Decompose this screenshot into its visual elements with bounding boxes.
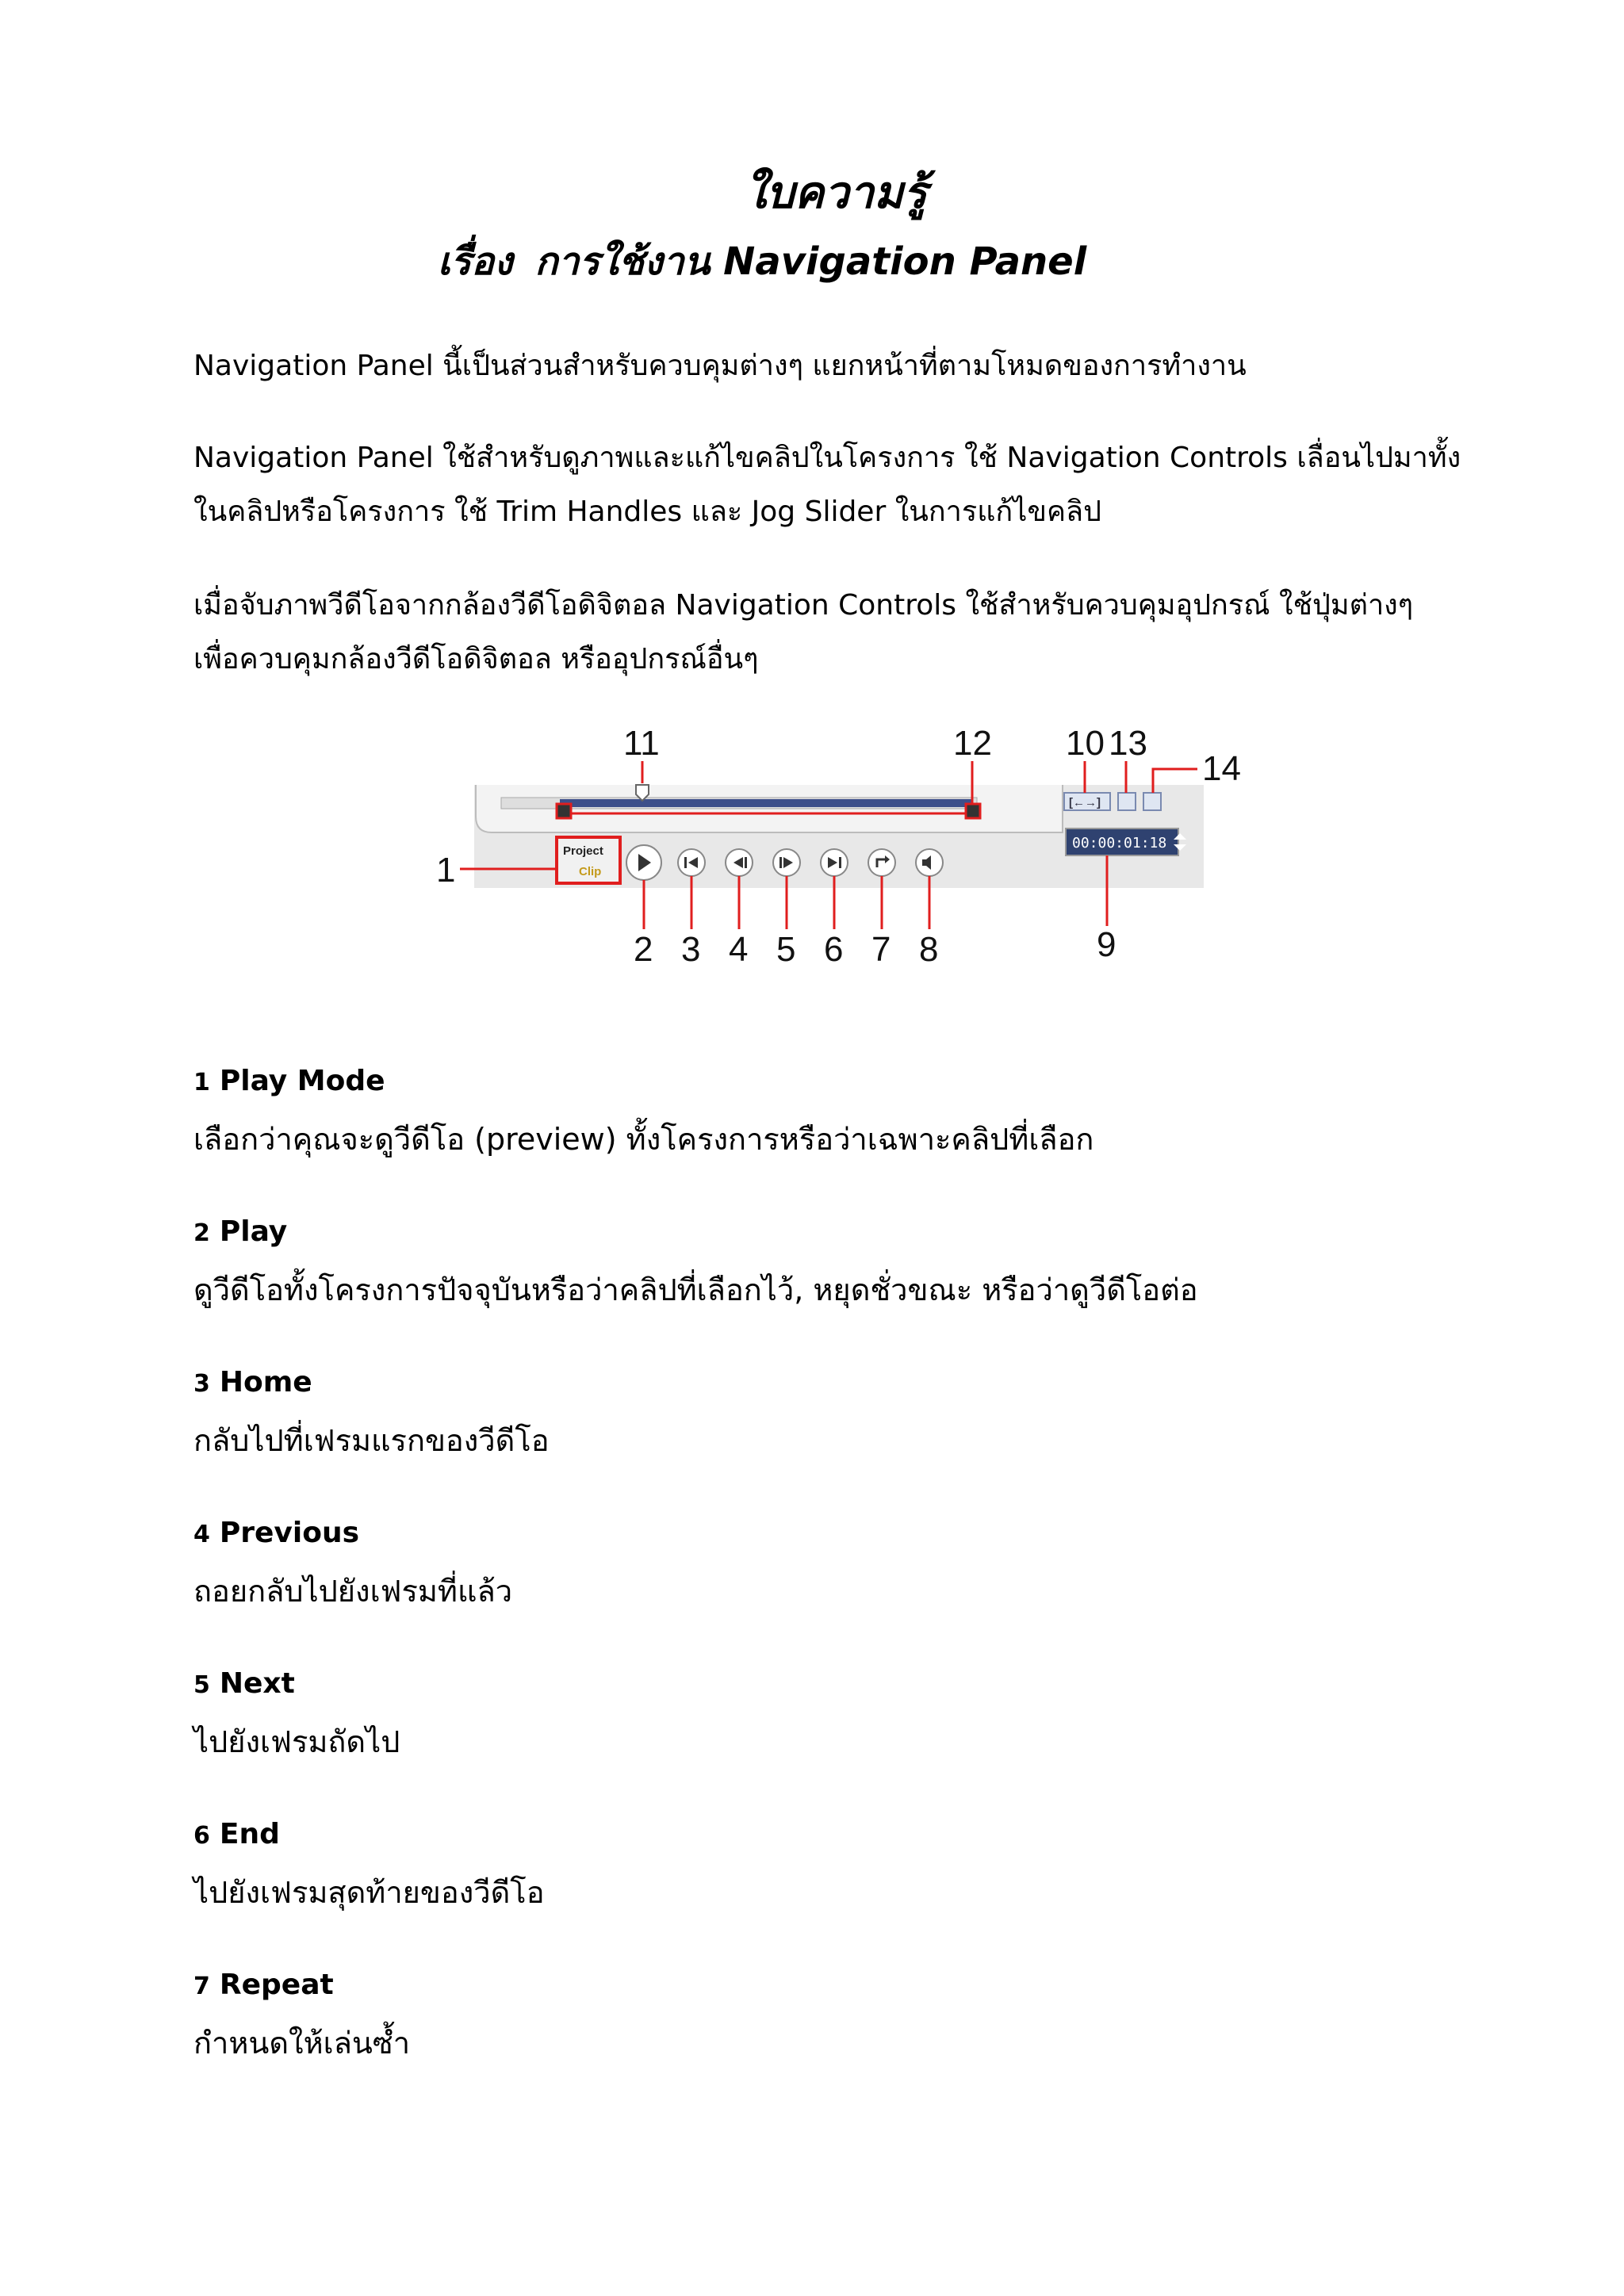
mode-project-label: Project xyxy=(563,844,603,858)
callout-2: 2 xyxy=(634,930,653,969)
home-button-icon xyxy=(678,849,705,876)
item-desc-4: ถอยกลับไปยังเฟรมที่แล้ว xyxy=(193,1574,513,1609)
page-title: ใบความรู้ xyxy=(744,167,928,219)
item-desc-1: เลือกว่าคุณจะดูวีดีโอ (preview) ทั้งโครงการหรือว่าเฉพาะคลิปที่เลือก xyxy=(193,1122,1094,1157)
play-button-icon xyxy=(626,845,661,880)
paragraph-3: เมื่อจับภาพวีดีโอจากกล้องวีดีโอดิจิตอล Navigation Controls ใช้สำหรับควบคุมอุปกรณ์ ใช้ปุ่มต่างๆ เพื่อควบคุมกล้องวีดีโอดิจิตอล หรืออุปกรณ์อื่นๆ xyxy=(193,589,1414,675)
item-desc-6: ไปยังเฟรมสุดท้ายของวีดีโอ xyxy=(193,1875,545,1910)
item-heading-1: 1 Play Mode xyxy=(193,1065,385,1097)
callout-12: 12 xyxy=(953,724,992,763)
callout-13: 13 xyxy=(1109,724,1147,763)
callout-6: 6 xyxy=(824,930,844,969)
enlarge-icon xyxy=(1143,793,1161,810)
subtitle-prefix: เรื่อง xyxy=(438,239,513,284)
trim-handle-left-icon xyxy=(557,804,571,818)
callout-1: 1 xyxy=(436,851,456,890)
item-heading-5: 5 Next xyxy=(193,1667,295,1700)
item-desc-5: ไปยังเฟรมถัดไป xyxy=(193,1724,400,1759)
item-heading-7: 7 Repeat xyxy=(193,1969,334,2001)
callout-9: 9 xyxy=(1097,925,1116,964)
callout-3: 3 xyxy=(681,930,701,969)
trim-handle-right-icon xyxy=(966,804,980,818)
end-button-icon xyxy=(821,849,848,876)
panel-screenshot xyxy=(474,785,1204,888)
item-heading-6: 6 End xyxy=(193,1818,280,1850)
jog-bar xyxy=(560,799,972,807)
item-heading-3: 3 Home xyxy=(193,1366,312,1399)
repeat-button-icon xyxy=(868,849,895,876)
volume-button-icon xyxy=(916,849,943,876)
callout-10: 10 xyxy=(1066,724,1105,763)
subtitle-main: การใช้งาน Navigation Panel xyxy=(534,239,1087,284)
callout-8: 8 xyxy=(919,930,939,969)
navigation-panel-figure xyxy=(412,714,1245,975)
timecode-text: 00:00:01:18 xyxy=(1072,835,1167,851)
paragraph-2: Navigation Panel ใช้สำหรับดูภาพและแก้ไขคลิปในโครงการ ใช้ Navigation Controls เลื่อนไปมาทั้งในคลิปหรือโครงการ ใช้ Trim Handles และ Jog Slider ในการแก้ไขคลิป xyxy=(193,442,1461,528)
callout-11: 11 xyxy=(623,724,660,763)
item-heading-4: 4 Previous xyxy=(193,1517,360,1549)
callout-4: 4 xyxy=(729,930,749,969)
paragraph-1: Navigation Panel นี้เป็นส่วนสำหรับควบคุมต่างๆ แยกหน้าที่ตามโหมดของการทำงาน xyxy=(193,350,1247,382)
next-button-icon xyxy=(773,849,800,876)
callout-7: 7 xyxy=(871,930,891,969)
svg-text:[←→]: [←→] xyxy=(1069,796,1101,809)
callout-14: 14 xyxy=(1202,749,1241,788)
mode-clip-label: Clip xyxy=(579,865,602,878)
item-desc-7: กำหนดให้เล่นซ้ำ xyxy=(193,2026,411,2061)
item-desc-2: ดูวีดีโอทั้งโครงการปัจจุบันหรือว่าคลิปที่เลือกไว้, หยุดชั่วขณะ หรือว่าดูวีดีโอต่อ xyxy=(193,1272,1198,1307)
item-heading-2: 2 Play xyxy=(193,1215,288,1248)
previous-button-icon xyxy=(726,849,753,876)
callout-5: 5 xyxy=(776,930,796,969)
split-icon xyxy=(1118,793,1136,810)
page-subtitle xyxy=(438,232,1109,292)
item-desc-3: กลับไปที่เฟรมแรกของวีดีโอ xyxy=(193,1423,550,1458)
